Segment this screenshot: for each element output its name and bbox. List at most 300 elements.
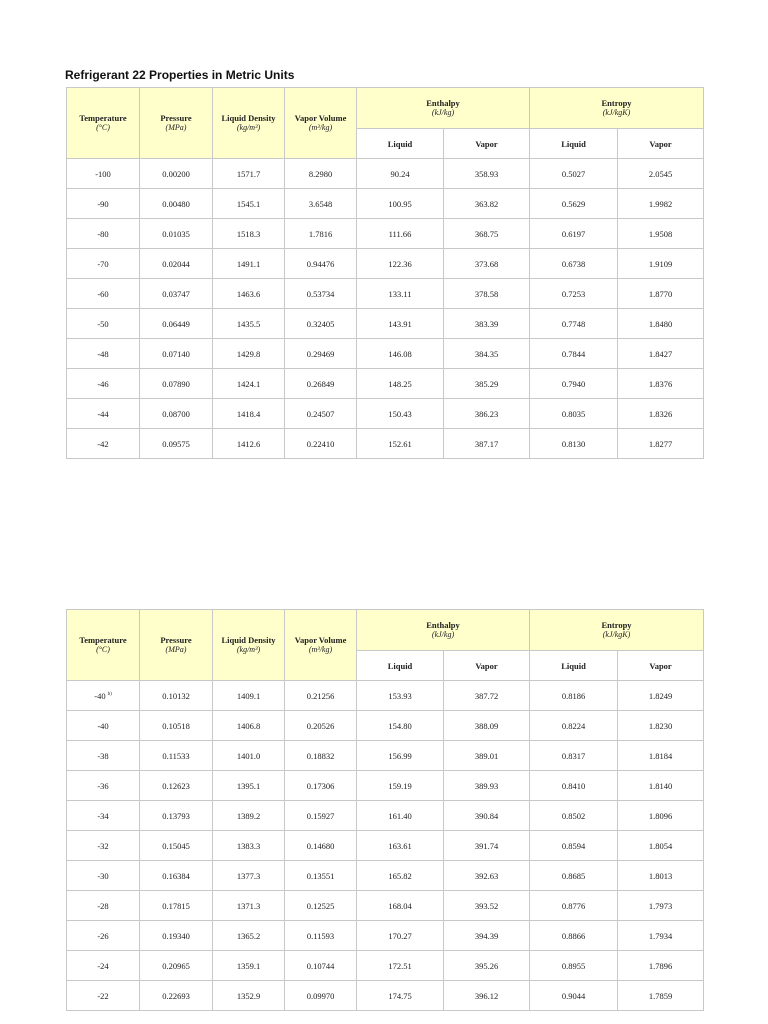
cell-value: 0.8866: [561, 930, 586, 941]
cell-value: 363.82: [474, 198, 499, 209]
cell-pressure: [140, 369, 213, 399]
cell-entropy-liquid: [530, 339, 618, 369]
cell-value: 0.8594: [561, 840, 586, 851]
cell-temperature: [67, 921, 140, 951]
cell-entropy-liquid: [530, 771, 618, 801]
cell-vapor-volume: [285, 369, 357, 399]
header-enthalpy: [357, 88, 530, 129]
cell-enthalpy-vapor: [444, 981, 530, 1011]
cell-enthalpy-liquid: [357, 681, 444, 711]
cell-value: 0.13551: [306, 870, 335, 881]
cell-entropy-liquid: [530, 711, 618, 741]
cell-value: 389.01: [474, 750, 499, 761]
cell-entropy-vapor: [618, 369, 704, 399]
cell-value: 1.8277: [648, 438, 673, 449]
cell-entropy-liquid: [530, 219, 618, 249]
header-liquid-density-label: Liquid Density: [221, 113, 276, 123]
cell-value: 387.17: [474, 438, 499, 449]
cell-value: 168.04: [388, 900, 412, 911]
cell-value: 0.03747: [162, 288, 190, 299]
header-enthalpy-label: Enthalpy: [426, 98, 460, 108]
cell-entropy-vapor: [618, 159, 704, 189]
cell-value: 1365.2: [236, 930, 261, 941]
cell-value: 0.07140: [162, 348, 190, 359]
cell-pressure: [140, 279, 213, 309]
cell-value: 0.10518: [162, 720, 190, 731]
cell-value: 0.6197: [561, 228, 586, 239]
cell-pressure: [140, 159, 213, 189]
cell-vapor-volume: [285, 921, 357, 951]
cell-value: 0.18832: [306, 750, 335, 761]
cell-value: 0.09970: [306, 990, 335, 1001]
cell-pressure: [140, 891, 213, 921]
cell-entropy-vapor: [618, 891, 704, 921]
cell-value: -60: [97, 288, 109, 299]
cell-value: 148.25: [388, 378, 412, 389]
cell-liquid-density: [213, 399, 285, 429]
cell-value: 0.7844: [561, 348, 586, 359]
cell-temperature: [67, 249, 140, 279]
cell-vapor-volume: [285, 981, 357, 1011]
page-title: Refrigerant 22 Properties in Metric Units: [65, 68, 295, 82]
header-temperature-label: Temperature: [79, 635, 127, 645]
cell-value: 0.00480: [162, 198, 190, 209]
cell-value: 1435.5: [236, 318, 261, 329]
cell-enthalpy-vapor: [444, 219, 530, 249]
header-pressure: [140, 610, 213, 681]
cell-liquid-density: [213, 339, 285, 369]
table-row: [67, 741, 704, 771]
cell-enthalpy-liquid: [357, 711, 444, 741]
cell-entropy-liquid: [530, 429, 618, 459]
table-row: [67, 771, 704, 801]
cell-value: 1.8249: [648, 690, 673, 701]
cell-value: 0.01035: [162, 228, 190, 239]
cell-pressure: [140, 219, 213, 249]
cell-pressure: [140, 339, 213, 369]
table-row: [67, 249, 704, 279]
header-entropy: [530, 88, 704, 129]
cell-entropy-vapor: [618, 831, 704, 861]
cell-entropy-vapor: [618, 309, 704, 339]
cell-value: 1491.1: [236, 258, 261, 269]
header-entropy-liquid: Liquid: [530, 129, 618, 159]
cell-enthalpy-vapor: [444, 189, 530, 219]
cell-value: -32: [97, 840, 109, 851]
cell-value: -24: [97, 960, 109, 971]
cell-temperature: [67, 369, 140, 399]
cell-pressure: [140, 951, 213, 981]
cell-enthalpy-liquid: [357, 159, 444, 189]
header-temperature: [67, 610, 140, 681]
cell-value: 0.15045: [162, 840, 190, 851]
header-vapor-volume: [285, 610, 357, 681]
cell-vapor-volume: [285, 951, 357, 981]
cell-temperature: [67, 711, 140, 741]
cell-value: 0.8035: [561, 408, 586, 419]
cell-temperature: [67, 831, 140, 861]
cell-vapor-volume: [285, 831, 357, 861]
cell-pressure: [140, 741, 213, 771]
cell-value: 163.61: [388, 840, 412, 851]
cell-value: 1389.2: [236, 810, 261, 821]
table-row: [67, 921, 704, 951]
cell-enthalpy-liquid: [357, 189, 444, 219]
cell-value: 387.72: [474, 690, 499, 701]
cell-value: 150.43: [388, 408, 412, 419]
cell-enthalpy-liquid: [357, 339, 444, 369]
cell-value: 90.24: [390, 168, 410, 179]
header-enthalpy-unit: (kJ/kg): [431, 630, 455, 639]
cell-value: 0.8130: [561, 438, 586, 449]
cell-value: 0.17306: [306, 780, 335, 791]
cell-enthalpy-liquid: [357, 861, 444, 891]
cell-entropy-liquid: [530, 189, 618, 219]
cell-liquid-density: [213, 189, 285, 219]
cell-temperature: [67, 951, 140, 981]
cell-pressure: [140, 771, 213, 801]
cell-pressure: [140, 189, 213, 219]
cell-value: 0.8776: [561, 900, 586, 911]
cell-vapor-volume: [285, 771, 357, 801]
cell-value: 0.5027: [561, 168, 586, 179]
cell-value: 1.9982: [648, 198, 673, 209]
cell-value: 1545.1: [236, 198, 261, 209]
cell-value: -50: [97, 318, 109, 329]
cell-value: 0.19340: [162, 930, 190, 941]
cell-value: 391.74: [474, 840, 499, 851]
cell-value: 1395.1: [236, 780, 261, 791]
table-row: [67, 309, 704, 339]
header-entropy-liquid: Liquid: [530, 651, 618, 681]
cell-enthalpy-vapor: [444, 891, 530, 921]
cell-vapor-volume: [285, 891, 357, 921]
cell-enthalpy-vapor: [444, 771, 530, 801]
cell-entropy-vapor: [618, 279, 704, 309]
header-temperature-unit: (°C): [96, 123, 110, 132]
cell-enthalpy-vapor: [444, 279, 530, 309]
header-vapor-volume-label: Vapor Volume: [294, 635, 347, 645]
cell-value: -38: [97, 750, 109, 761]
cell-enthalpy-vapor: [444, 711, 530, 741]
cell-value: 396.12: [474, 990, 499, 1001]
cell-enthalpy-vapor: [444, 369, 530, 399]
cell-value: -34: [97, 810, 109, 821]
cell-enthalpy-liquid: [357, 951, 444, 981]
cell-value: 395.26: [474, 960, 499, 971]
cell-enthalpy-vapor: [444, 249, 530, 279]
cell-pressure: [140, 831, 213, 861]
cell-value: 394.39: [474, 930, 499, 941]
header-entropy-unit: (kJ/kgK): [602, 630, 631, 639]
cell-entropy-vapor: [618, 189, 704, 219]
cell-entropy-liquid: [530, 741, 618, 771]
cell-vapor-volume: [285, 861, 357, 891]
cell-value: 154.80: [388, 720, 412, 731]
cell-enthalpy-liquid: [357, 249, 444, 279]
cell-value: 0.8317: [561, 750, 586, 761]
cell-value: 0.53734: [306, 288, 335, 299]
cell-value: 1.8480: [648, 318, 673, 329]
cell-value: 1424.1: [236, 378, 261, 389]
cell-value: -42: [97, 438, 109, 449]
cell-value: 386.23: [474, 408, 499, 419]
cell-value: -40: [97, 720, 109, 731]
cell-entropy-liquid: [530, 369, 618, 399]
cell-value: 0.08700: [162, 408, 190, 419]
cell-value: 2.0545: [648, 168, 673, 179]
cell-entropy-vapor: [618, 741, 704, 771]
cell-enthalpy-liquid: [357, 771, 444, 801]
cell-entropy-liquid: [530, 279, 618, 309]
cell-temperature: [67, 339, 140, 369]
cell-enthalpy-liquid: [357, 369, 444, 399]
footnote-marker: b): [107, 691, 112, 697]
cell-value: 0.12623: [162, 780, 190, 791]
cell-liquid-density: [213, 831, 285, 861]
cell-enthalpy-vapor: [444, 921, 530, 951]
cell-vapor-volume: [285, 801, 357, 831]
cell-liquid-density: [213, 771, 285, 801]
cell-value: 1429.8: [236, 348, 261, 359]
cell-value: 161.40: [388, 810, 412, 821]
cell-value: 373.68: [474, 258, 499, 269]
table-row: [67, 189, 704, 219]
cell-value: 0.16384: [162, 870, 190, 881]
cell-liquid-density: [213, 279, 285, 309]
cell-value: 393.52: [474, 900, 499, 911]
table-row: [67, 981, 704, 1011]
cell-entropy-liquid: [530, 399, 618, 429]
header-liquid-density: [213, 88, 285, 159]
header-pressure-unit: (MPa): [165, 123, 187, 132]
cell-value: 156.99: [388, 750, 412, 761]
header-liquid-density-unit: (kg/m³): [236, 123, 261, 132]
table-row: [67, 951, 704, 981]
cell-entropy-vapor: [618, 339, 704, 369]
cell-value: 174.75: [388, 990, 412, 1001]
cell-value: 1406.8: [236, 720, 261, 731]
cell-value: 1.8184: [648, 750, 673, 761]
cell-pressure: [140, 801, 213, 831]
cell-enthalpy-vapor: [444, 399, 530, 429]
cell-entropy-liquid: [530, 981, 618, 1011]
header-temperature-unit: (°C): [96, 645, 110, 654]
cell-pressure: [140, 711, 213, 741]
cell-temperature: [67, 741, 140, 771]
header-entropy-label: Entropy: [601, 98, 632, 108]
cell-value: 0.29469: [306, 348, 335, 359]
cell-entropy-liquid: [530, 681, 618, 711]
table-row: [67, 891, 704, 921]
cell-entropy-vapor: [618, 801, 704, 831]
cell-value: 1409.1: [236, 690, 261, 701]
cell-liquid-density: [213, 801, 285, 831]
cell-value: 0.20965: [162, 960, 190, 971]
header-vapor-volume-label: Vapor Volume: [294, 113, 347, 123]
cell-value: -46: [97, 378, 109, 389]
cell-value: 1.8013: [648, 870, 673, 881]
cell-value: -80: [97, 228, 109, 239]
table-body: [67, 159, 704, 459]
cell-value: 0.13793: [162, 810, 190, 821]
cell-liquid-density: [213, 681, 285, 711]
cell-temperature: [67, 981, 140, 1011]
cell-entropy-vapor: [618, 249, 704, 279]
cell-vapor-volume: [285, 159, 357, 189]
cell-enthalpy-liquid: [357, 429, 444, 459]
table-row: [67, 159, 704, 189]
header-pressure: [140, 88, 213, 159]
cell-value: -90: [97, 198, 109, 209]
header-enthalpy-liquid: Liquid: [357, 129, 444, 159]
table-body: [67, 681, 704, 1011]
cell-liquid-density: [213, 219, 285, 249]
cell-value: 1.8770: [648, 288, 673, 299]
table-row: [67, 279, 704, 309]
cell-value: 0.07890: [162, 378, 190, 389]
cell-liquid-density: [213, 711, 285, 741]
cell-enthalpy-vapor: [444, 951, 530, 981]
cell-liquid-density: [213, 891, 285, 921]
cell-enthalpy-liquid: [357, 399, 444, 429]
cell-value: 1.7816: [308, 228, 333, 239]
cell-value: 0.7253: [561, 288, 586, 299]
header-entropy-vapor: Vapor: [618, 129, 704, 159]
cell-enthalpy-vapor: [444, 159, 530, 189]
cell-value: 0.7748: [561, 318, 586, 329]
header-enthalpy-liquid: Liquid: [357, 651, 444, 681]
cell-value: -70: [97, 258, 109, 269]
cell-enthalpy-vapor: [444, 681, 530, 711]
cell-entropy-liquid: [530, 249, 618, 279]
cell-entropy-liquid: [530, 921, 618, 951]
cell-value: 1359.1: [236, 960, 261, 971]
cell-value: 153.93: [388, 690, 412, 701]
cell-enthalpy-liquid: [357, 891, 444, 921]
cell-value: -100: [95, 168, 111, 179]
cell-pressure: [140, 399, 213, 429]
header-pressure-unit: (MPa): [165, 645, 187, 654]
cell-value: 100.95: [388, 198, 412, 209]
cell-entropy-liquid: [530, 951, 618, 981]
cell-value: 1.8376: [648, 378, 673, 389]
cell-value: 1377.3: [236, 870, 261, 881]
cell-value: 0.7940: [561, 378, 586, 389]
cell-value: 1.7934: [648, 930, 673, 941]
cell-vapor-volume: [285, 399, 357, 429]
cell-value: 133.11: [388, 288, 412, 299]
cell-liquid-density: [213, 861, 285, 891]
cell-value: 0.24507: [306, 408, 335, 419]
table-row: [67, 861, 704, 891]
cell-value: 1.9508: [648, 228, 673, 239]
cell-value: 1.7973: [648, 900, 673, 911]
cell-entropy-liquid: [530, 861, 618, 891]
cell-enthalpy-liquid: [357, 279, 444, 309]
cell-entropy-liquid: [530, 831, 618, 861]
cell-enthalpy-vapor: [444, 861, 530, 891]
cell-value: 0.8410: [561, 780, 586, 791]
cell-value: 358.93: [474, 168, 499, 179]
cell-value: 152.61: [388, 438, 412, 449]
cell-value: 1.8096: [648, 810, 673, 821]
table-row: [67, 801, 704, 831]
table-row: [67, 429, 704, 459]
cell-vapor-volume: [285, 681, 357, 711]
cell-enthalpy-vapor: [444, 429, 530, 459]
cell-enthalpy-liquid: [357, 801, 444, 831]
cell-value: 392.63: [474, 870, 499, 881]
cell-value: 0.9044: [561, 990, 586, 1001]
cell-liquid-density: [213, 951, 285, 981]
cell-liquid-density: [213, 429, 285, 459]
cell-enthalpy-vapor: [444, 831, 530, 861]
cell-vapor-volume: [285, 249, 357, 279]
cell-value: 0.15927: [306, 810, 335, 821]
cell-value: 0.10744: [306, 960, 335, 971]
cell-vapor-volume: [285, 279, 357, 309]
cell-value: -26: [97, 930, 109, 941]
cell-pressure: [140, 429, 213, 459]
cell-value: 0.22693: [162, 990, 190, 1001]
cell-value: 165.82: [388, 870, 412, 881]
cell-enthalpy-liquid: [357, 831, 444, 861]
cell-entropy-vapor: [618, 399, 704, 429]
cell-entropy-liquid: [530, 801, 618, 831]
cell-value: -28: [97, 900, 109, 911]
cell-value: 1.9109: [648, 258, 673, 269]
header-enthalpy: [357, 610, 530, 651]
cell-entropy-liquid: [530, 891, 618, 921]
table-row: [67, 219, 704, 249]
cell-value: 390.84: [474, 810, 499, 821]
cell-temperature: [67, 279, 140, 309]
cell-value: 0.22410: [306, 438, 335, 449]
cell-value: 384.35: [474, 348, 499, 359]
cell-enthalpy-vapor: [444, 741, 530, 771]
header-pressure-label: Pressure: [160, 635, 192, 645]
header-enthalpy-label: Enthalpy: [426, 620, 460, 630]
cell-value: 0.8224: [561, 720, 586, 731]
header-temperature: [67, 88, 140, 159]
cell-value: 1463.6: [236, 288, 261, 299]
cell-entropy-liquid: [530, 309, 618, 339]
cell-liquid-density: [213, 309, 285, 339]
cell-liquid-density: [213, 159, 285, 189]
cell-value: 1418.4: [236, 408, 261, 419]
cell-value: 0.11593: [306, 930, 335, 941]
cell-value: 0.06449: [162, 318, 190, 329]
cell-value: 0.14680: [306, 840, 335, 851]
cell-temperature: [67, 309, 140, 339]
header-vapor-volume: [285, 88, 357, 159]
cell-value: 368.75: [474, 228, 499, 239]
cell-value: 143.91: [388, 318, 412, 329]
cell-value: 111.66: [388, 228, 412, 239]
cell-temperature: [67, 189, 140, 219]
table-row: [67, 369, 704, 399]
cell-value: -36: [97, 780, 109, 791]
cell-vapor-volume: [285, 429, 357, 459]
properties-table-1: [66, 87, 704, 459]
cell-temperature: [67, 801, 140, 831]
cell-value: 0.12525: [306, 900, 335, 911]
cell-value: 0.00200: [162, 168, 190, 179]
table-row: [67, 831, 704, 861]
cell-temperature: [67, 159, 140, 189]
cell-value: 8.2980: [308, 168, 333, 179]
